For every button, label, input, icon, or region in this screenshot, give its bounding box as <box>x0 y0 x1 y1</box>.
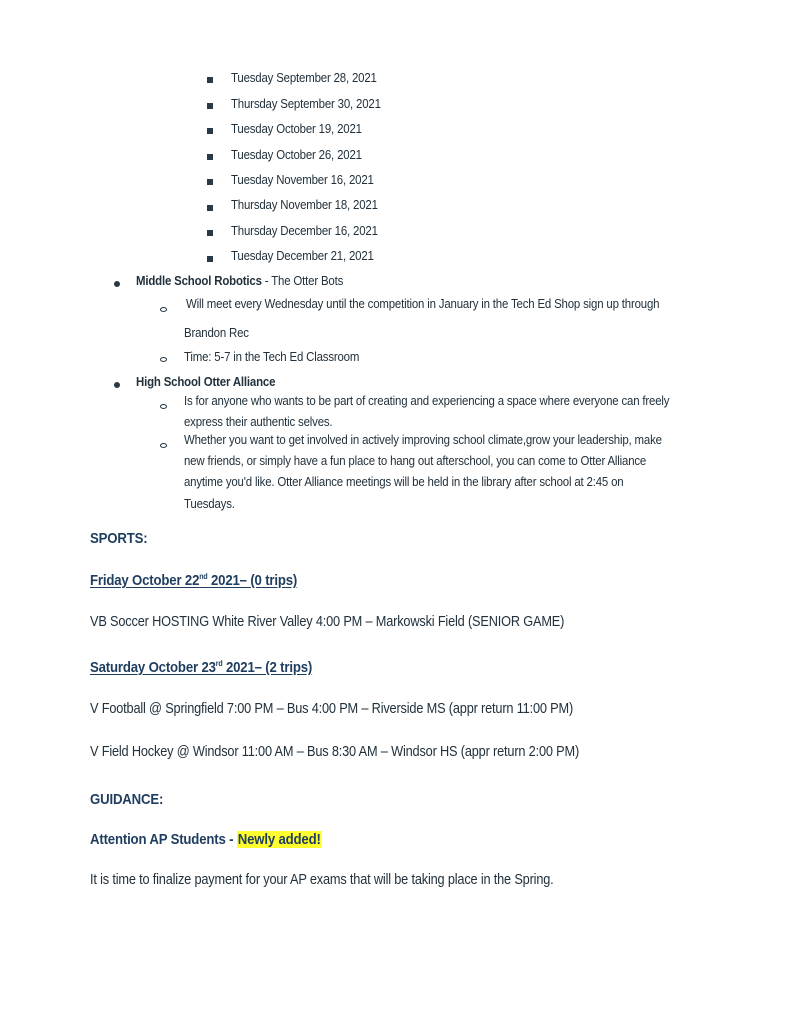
alliance-detail: Whether you want to get involved in actively improving school climate,grow your leadership, make <box>184 432 662 447</box>
friday-event: VB Soccer HOSTING White River Valley 4:00 PM – Markowski Field (SENIOR GAME) <box>90 614 565 630</box>
guidance-heading: GUIDANCE: <box>90 791 164 808</box>
bullet-square-icon <box>207 179 213 185</box>
alliance-detail: Is for anyone who wants to be part of creating and experiencing a space where everyone can freely <box>184 393 670 408</box>
date-item: Tuesday December 21, 2021 <box>231 248 374 263</box>
ap-text: It is time to finalize payment for your AP exams that will be taking place in the Spring. <box>90 872 554 888</box>
new-badge: Newly added! <box>237 831 321 848</box>
date-item: Tuesday November 16, 2021 <box>231 172 374 187</box>
robotics-item: Middle School Robotics - The Otter Bots <box>136 273 344 288</box>
bullet-dot-icon <box>114 281 120 287</box>
date-item: Thursday September 30, 2021 <box>231 96 381 111</box>
date-item: Thursday November 18, 2021 <box>231 197 378 212</box>
bullet-ring-icon <box>160 307 167 312</box>
robotics-detail: Brandon Rec <box>184 325 249 340</box>
bullet-square-icon <box>207 205 213 211</box>
bullet-ring-icon <box>160 443 167 448</box>
saturday-event: V Field Hockey @ Windsor 11:00 AM – Bus 8:30 AM – Windsor HS (appr return 2:00 PM) <box>90 744 580 760</box>
friday-heading: Friday October 22nd 2021– (0 trips) <box>90 572 298 589</box>
bullet-square-icon <box>207 128 213 134</box>
bullet-square-icon <box>207 230 213 236</box>
alliance-detail: new friends, or simply have a fun place to hang out afterschool, you can come to Otter Alliance <box>184 453 647 468</box>
saturday-event: V Football @ Springfield 7:00 PM – Bus 4:00 PM – Riverside MS (appr return 11:00 PM) <box>90 701 574 717</box>
ap-heading: Attention AP Students - Newly added! <box>90 831 321 848</box>
robotics-time: Time: 5-7 in the Tech Ed Classroom <box>184 349 360 364</box>
alliance-detail: express their authentic selves. <box>184 414 333 429</box>
alliance-title: High School Otter Alliance <box>136 374 276 389</box>
alliance-detail: Tuesdays. <box>184 496 235 511</box>
date-item: Tuesday October 19, 2021 <box>231 121 362 136</box>
date-item: Tuesday October 26, 2021 <box>231 147 362 162</box>
bullet-square-icon <box>207 154 213 160</box>
saturday-heading: Saturday October 23rd 2021– (2 trips) <box>90 659 313 676</box>
bullet-ring-icon <box>160 357 167 362</box>
bullet-dot-icon <box>114 382 120 388</box>
robotics-detail: Will meet every Wednesday until the competition in January in the Tech Ed Shop sign up through <box>186 296 660 311</box>
bullet-square-icon <box>207 103 213 109</box>
bullet-square-icon <box>207 256 213 262</box>
bullet-square-icon <box>207 77 213 83</box>
date-item: Thursday December 16, 2021 <box>231 223 378 238</box>
bullet-ring-icon <box>160 404 167 409</box>
date-item: Tuesday September 28, 2021 <box>231 70 377 85</box>
alliance-detail: anytime you'd like. Otter Alliance meetings will be held in the library after school at 2:45 on <box>184 474 624 489</box>
sports-heading: SPORTS: <box>90 530 148 547</box>
